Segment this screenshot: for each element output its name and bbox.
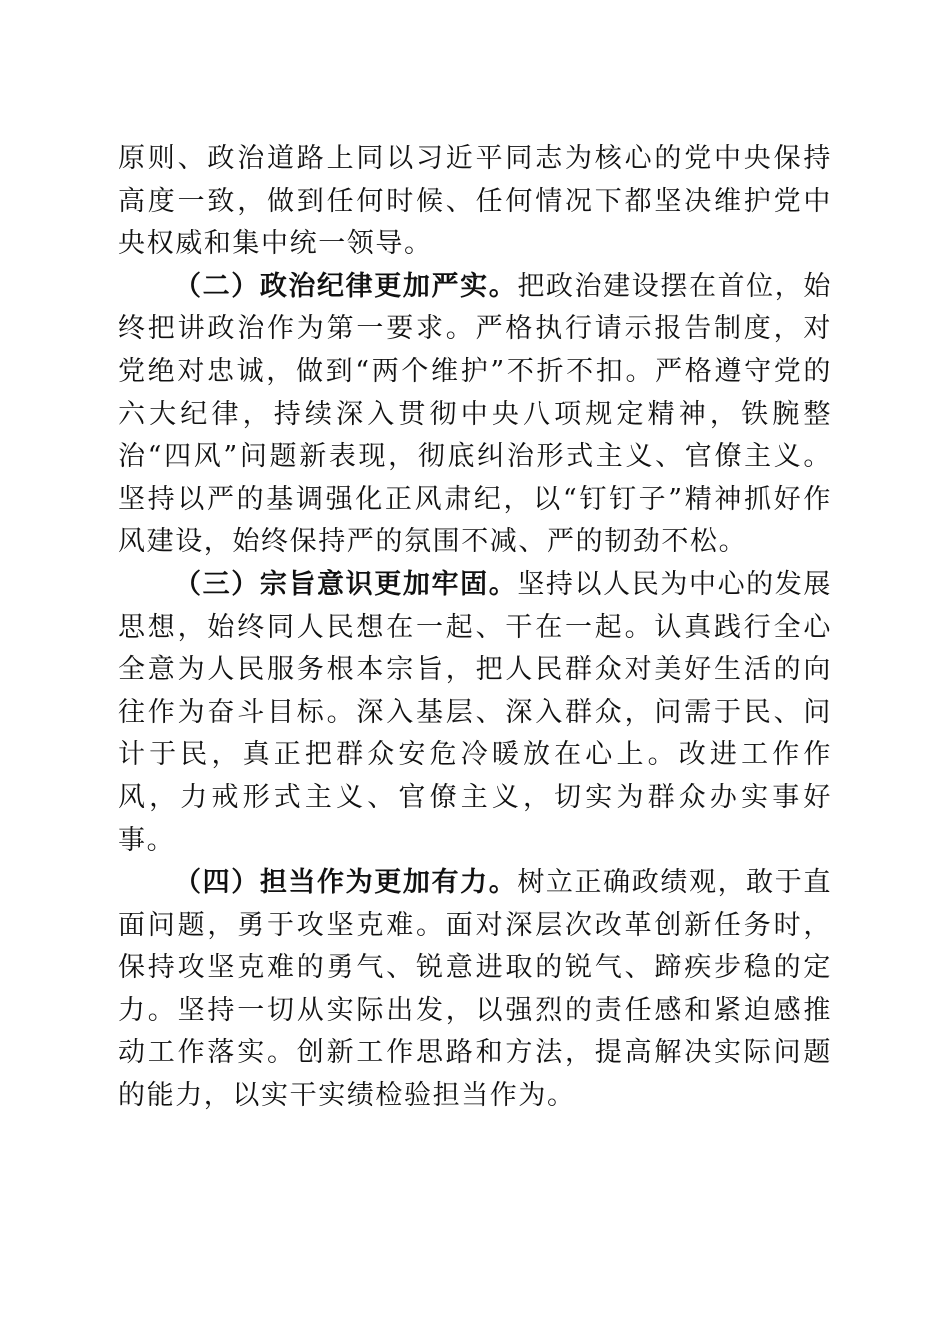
paragraph-purpose-awareness: [118, 564, 832, 862]
paragraph-political-discipline: [118, 266, 832, 564]
document-page: [118, 138, 832, 1118]
paragraph-text: 树立正确政绩观，敢于直面问题，勇于攻坚克难。面对深层次改革创新任务时，保持攻坚克难的勇气、锐意进取的锐气、蹄疾步稳的定力。坚持一切从实际出发，以强烈的责任感和紧迫感推动工作落实。创新工作思路和方法，提高解决实际问题的能力，以实干实绩检验担当作为。: [118, 867, 832, 1112]
paragraph-continuation: [118, 138, 832, 266]
paragraph-text: 把政治建设摆在首位，始终把讲政治作为第一要求。严格执行请示报告制度，对党绝对忠诚，做到“两个维护”不折不扣。严格遵守党的六大纪律，持续深入贯彻中央八项规定精神，铁腕整治“四风”问题新表现，彻底纠治形式主义、官僚主义。坚持以严的基调强化正风肃纪，以“钉钉子”精神抓好作风建设，始终保持严的氛围不减、严的韧劲不松。: [118, 270, 832, 558]
section-heading: （四）担当作为更加有力。: [174, 867, 518, 899]
section-heading: （二）政治纪律更加严实。: [174, 270, 518, 302]
paragraph-text: 原则、政治道路上同以习近平同志为核心的党中央保持高度一致，做到任何时候、任何情况下都坚决维护党中央权威和集中统一领导。: [118, 143, 832, 260]
section-heading: （三）宗旨意识更加牢固。: [174, 568, 518, 600]
paragraph-text: 坚持以人民为中心的发展思想，始终同人民想在一起、干在一起。认真践行全心全意为人民服务根本宗旨，把人民群众对美好生活的向往作为奋斗目标。深入基层、深入群众，问需于民、问计于民，真正把群众安危冷暖放在心上。改进工作作风，力戒形式主义、官僚主义，切实为群众办实事好事。: [118, 568, 832, 856]
paragraph-responsibility: [118, 862, 832, 1118]
